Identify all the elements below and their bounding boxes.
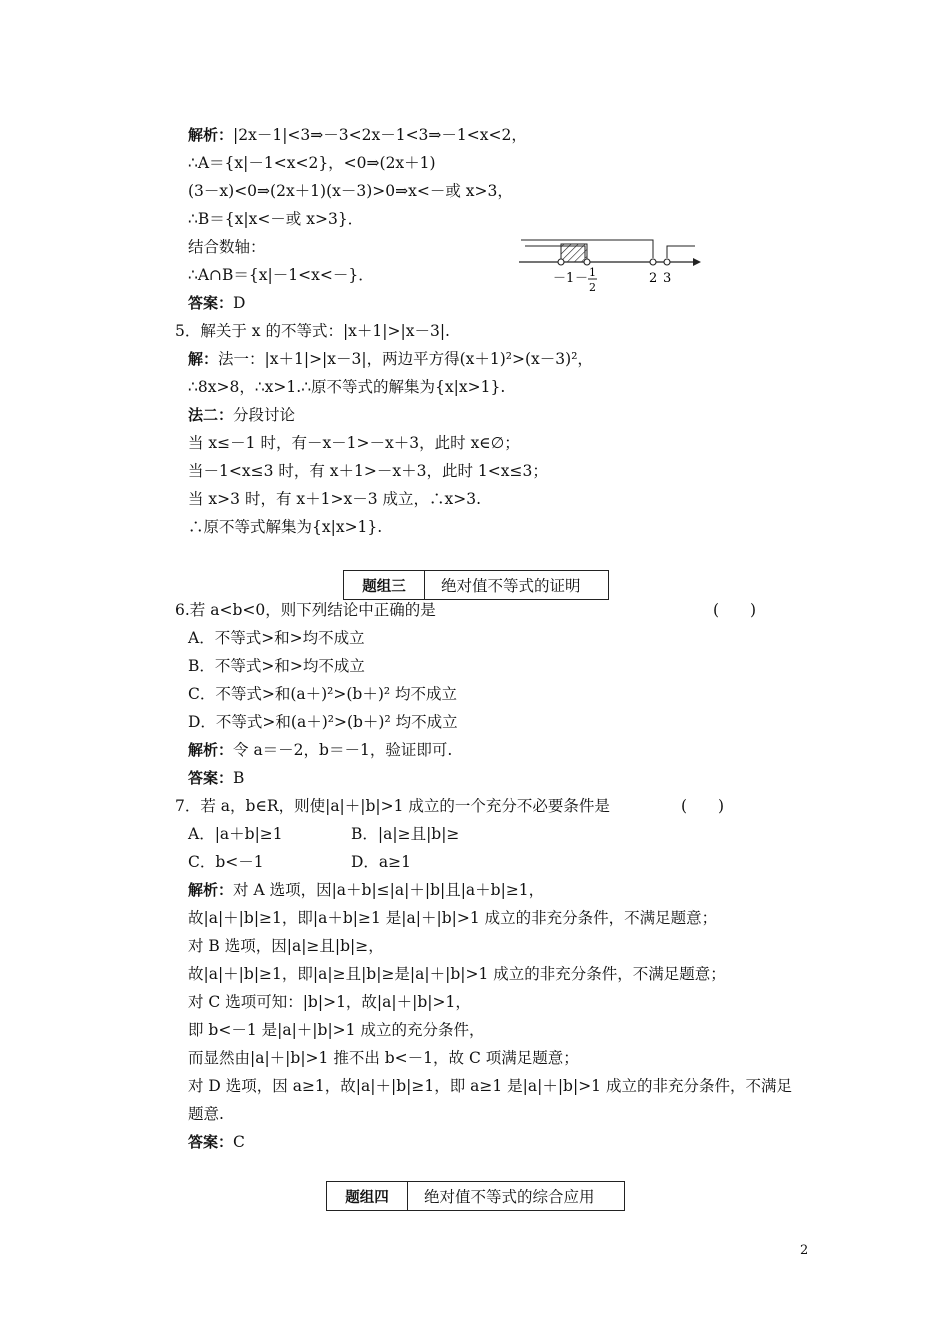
- text-line: 当－1<x≤3 时，有 x＋1>－x＋3，此时 1<x≤3；: [188, 462, 548, 480]
- solution-line: [188, 740, 452, 760]
- text-line: 对 B 选项，因|a|≥且|b|≥，: [188, 937, 384, 955]
- tick-label: 2: [649, 271, 658, 286]
- set-b-right-bracket: [667, 246, 695, 258]
- section-title: 绝对值不等式的证明: [441, 577, 581, 595]
- text-line: 对 C 选项可知：|b|>1，故|a|＋|b|>1，: [188, 993, 471, 1011]
- text-line: (3－x)<0⇒(2x＋1)(x－3)>0⇒x<－或 x>3，: [188, 182, 513, 200]
- tick-label: 1: [589, 266, 596, 279]
- tick-label: －: [575, 271, 589, 286]
- text-line: 故|a|＋|b|≥1，即|a＋b|≥1 是|a|＋|b|>1 成立的非充分条件，不满足题意；: [188, 909, 718, 927]
- solution-text: 法一：|x＋1|>|x－3|，两边平方得(x＋1)²>(x－3)²，: [218, 350, 593, 368]
- solution-line: [188, 880, 544, 900]
- option-a: A．不等式>和>均不成立: [188, 629, 365, 647]
- text-line: ∴A∩B＝{x|－1<x<－}．: [188, 266, 374, 284]
- section-tag: 题组三: [344, 571, 425, 599]
- text-line: [188, 405, 295, 425]
- section-header-3: [343, 570, 609, 600]
- tick-label: 2: [589, 281, 596, 294]
- answer-label: 答案：: [188, 769, 234, 787]
- answer-line: [188, 768, 244, 788]
- point-minus-half: [584, 259, 590, 265]
- section-tag: 题组四: [327, 1182, 408, 1210]
- option-c: C．不等式>和(a＋)²>(b＋)² 均不成立: [188, 685, 458, 703]
- option-a: A．|a＋b|≥1: [188, 825, 283, 843]
- text-line: ∴B＝{x|x<－或 x>3}．: [188, 210, 364, 228]
- option-d: D．不等式>和(a＋)²>(b＋)² 均不成立: [188, 713, 458, 731]
- text-line: 结合数轴：: [188, 238, 266, 256]
- text-line: ∴A＝{x|－1<x<2}，<0⇒(2x＋1): [188, 154, 436, 172]
- solution-label: 解：: [188, 350, 219, 368]
- text-line: 对 D 选项，因 a≥1，故|a|＋|b|≥1，即 a≥1 是|a|＋|b|>1 成立的非充分条件，不满足: [188, 1077, 792, 1095]
- tick-label: 3: [663, 271, 672, 286]
- text-line: ∴8x>8，∴x>1.∴原不等式的解集为{x|x>1}.: [188, 378, 506, 396]
- answer-label: 答案：: [188, 294, 234, 312]
- tick-label: －1: [553, 271, 575, 286]
- option-c: C．b<－1: [188, 853, 264, 871]
- text-line: ∴原不等式解集为{x|x>1}.: [188, 518, 383, 536]
- section-title: 绝对值不等式的综合应用: [424, 1188, 595, 1206]
- solution-label: 解析：: [188, 126, 234, 144]
- option-b: B．不等式>和>均不成立: [188, 657, 365, 675]
- question-5: 5．解关于 x 的不等式：|x＋1|>|x－3|.: [175, 322, 450, 340]
- question-6: 6.若 a<b<0，则下列结论中正确的是: [175, 601, 436, 619]
- text-line: 故|a|＋|b|≥1，即|a|≥且|b|≥是|a|＋|b|>1 成立的非充分条件，不满足题意；: [188, 965, 726, 983]
- text-line: 当 x≤－1 时，有－x－1>－x＋3，此时 x∈∅；: [188, 434, 520, 452]
- solution-label: 解析：: [188, 881, 234, 899]
- text-line: 当 x>3 时，有 x＋1>x－3 成立，∴x>3.: [188, 490, 482, 508]
- point-minus-one: [558, 259, 564, 265]
- text-line: 而显然由|a|＋|b|>1 推不出 b<－1，故 C 项满足题意；: [188, 1049, 579, 1067]
- answer-label: 答案：: [188, 1133, 234, 1151]
- axis-arrow: [693, 258, 701, 266]
- text-line: 即 b<－1 是|a|＋|b|>1 成立的充分条件，: [188, 1021, 485, 1039]
- answer-value: C: [233, 1133, 245, 1151]
- page-number: 2: [800, 1243, 809, 1258]
- section-header-4: [326, 1181, 625, 1211]
- solution-text: 对 A 选项，因|a＋b|≤|a|＋|b|且|a＋b|≥1，: [233, 881, 545, 899]
- solution-text: |2x－1|<3⇒－3<2x－1<3⇒－1<x<2，: [233, 126, 527, 144]
- text-line: 题意.: [188, 1105, 224, 1123]
- point-two: [650, 259, 656, 265]
- answer-value: B: [233, 769, 245, 787]
- answer-value: D: [233, 294, 246, 312]
- point-three: [664, 259, 670, 265]
- method-label: 法二：: [188, 406, 234, 424]
- question-7: 7．若 a，b∈R，则使|a|＋|b|>1 成立的一个充分不必要条件是: [175, 797, 610, 815]
- number-line-diagram: [515, 236, 705, 298]
- answer-blank: ( ): [713, 601, 757, 619]
- answer-line: [188, 1132, 245, 1152]
- option-d: D．a≥1: [351, 853, 412, 871]
- solution-text: 令 a＝－2，b＝－1，验证即可.: [233, 741, 453, 759]
- option-b: B．|a|≥且|b|≥: [351, 825, 460, 843]
- solution-line: [188, 125, 527, 145]
- solution-shade: [561, 244, 587, 262]
- solution-line: [188, 349, 593, 369]
- solution-label: 解析：: [188, 741, 234, 759]
- answer-line: [188, 293, 245, 313]
- answer-blank: ( ): [681, 797, 725, 815]
- method-text: 分段讨论: [233, 406, 296, 424]
